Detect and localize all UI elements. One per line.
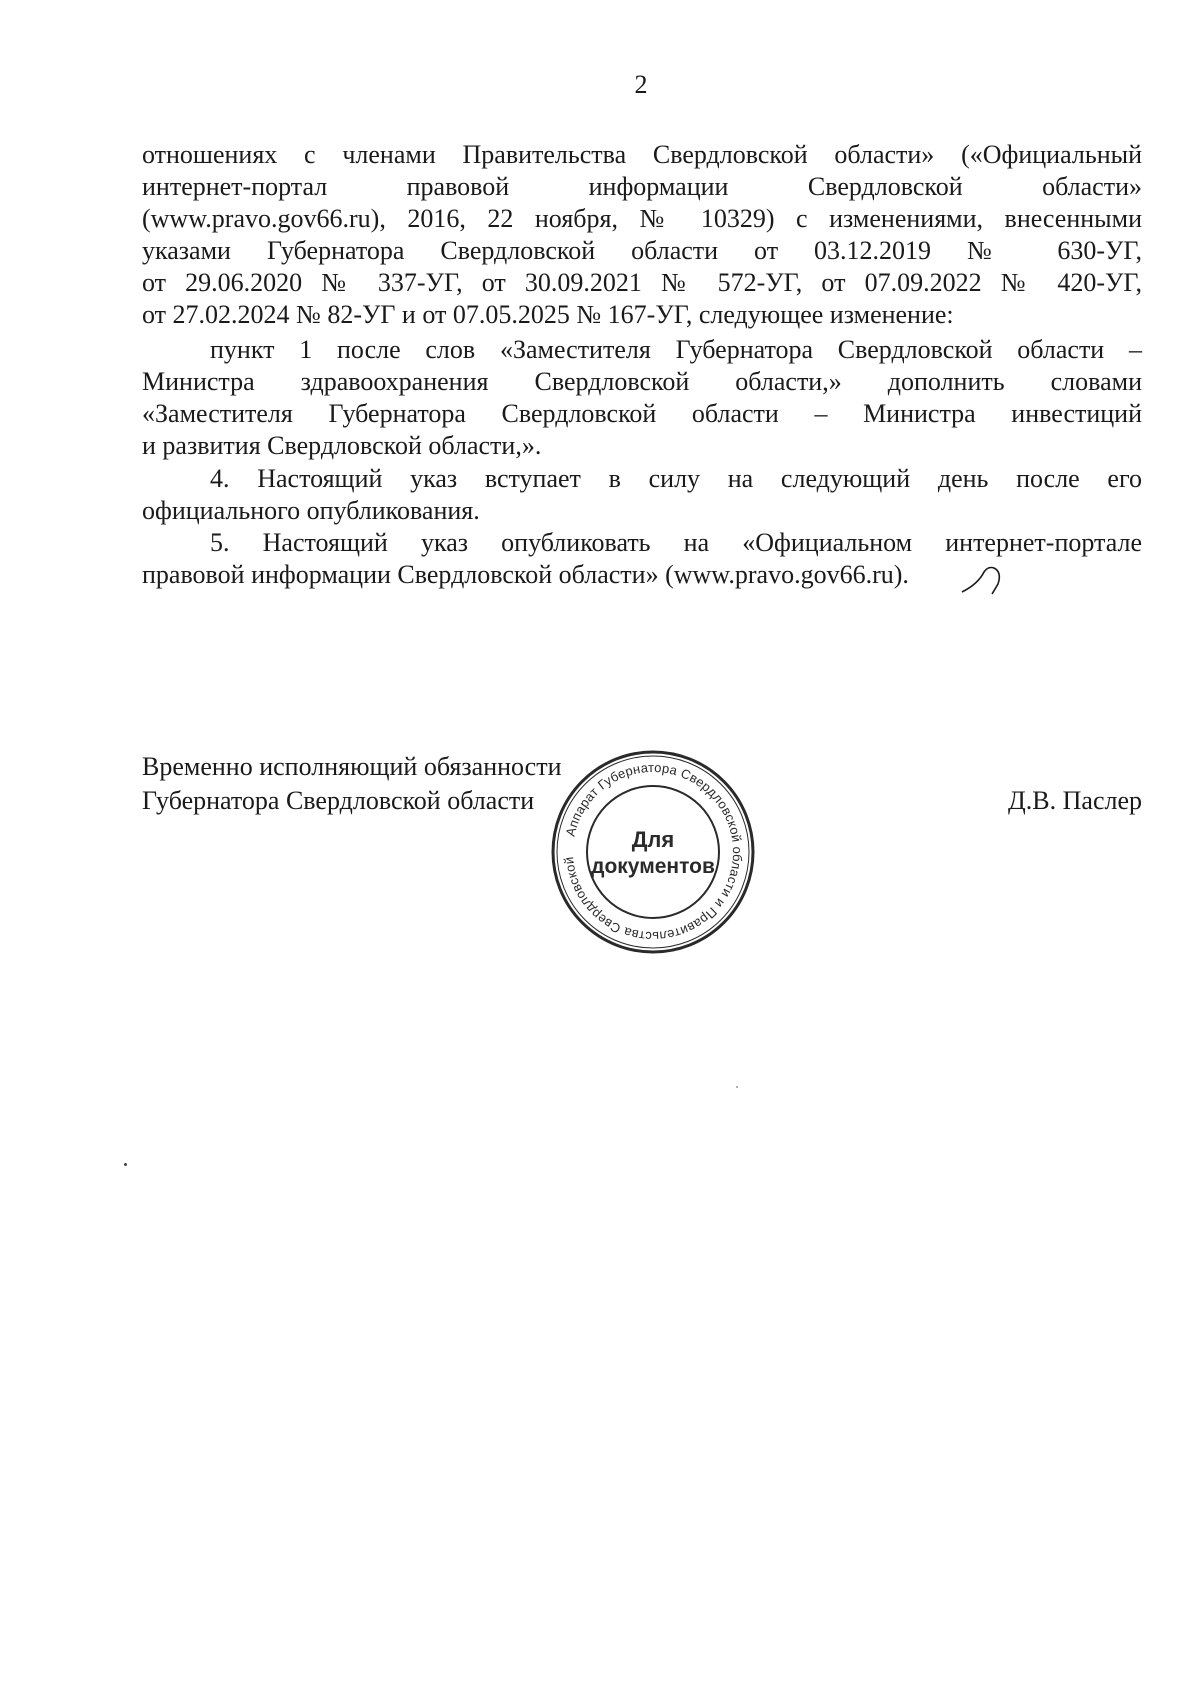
body-line-3: (www.pravo.gov66.ru), 2016, 22 ноября, № 10329) с изменениями, внесенными	[142, 204, 1142, 233]
body-line-6: от 27.02.2024 № 82-УГ и от 07.05.2025 № 167-УГ, следующее изменение:	[142, 300, 954, 329]
body-line-10: и развития Свердловской области,».	[142, 431, 542, 460]
stamp-ring-text: Аппарат Губернатора Свердловской области и Правительства Свердловской области ✱	[542, 735, 746, 945]
page-number: 2	[634, 70, 648, 99]
body-line-14: правовой информации Свердловской области» (www.pravo.gov66.ru).	[142, 560, 909, 589]
body-line-12: официального опубликования.	[142, 496, 480, 525]
stamp-center-line-2: документов	[591, 855, 715, 878]
official-stamp	[542, 735, 758, 957]
scan-speck	[736, 1086, 738, 1088]
body-line-4: указами Губернатора Свердловской области от 03.12.2019 № 630-УГ,	[142, 236, 1142, 265]
stamp-seal-graphic	[542, 735, 758, 957]
signatory-name: Д.В. Паслер	[1008, 786, 1142, 815]
stamp-outer-ring-inner	[557, 756, 749, 948]
body-line-9: «Заместителя Губернатора Свердловской области – Министра инвестиций	[142, 399, 1142, 428]
body-line-1: отношениях с членами Правительства Свердловской области» («Официальный	[142, 140, 1142, 169]
signatory-position	[142, 750, 562, 818]
body-line-11: 4. Настоящий указ вступает в силу на следующий день после его	[210, 464, 1142, 493]
signatory-position-line-1: Временно исполняющий обязанности	[142, 752, 562, 781]
signatory-position-line-2: Губернатора Свердловской области	[142, 786, 535, 815]
body-line-7: пункт 1 после слов «Заместителя Губернатора Свердловской области –	[210, 335, 1142, 364]
stamp-inner-ring	[587, 786, 719, 918]
body-line-5: от 29.06.2020 № 337-УГ, от 30.09.2021 № 572-УГ, от 07.09.2022 № 420-УГ,	[142, 268, 1142, 297]
scan-speck	[124, 1163, 127, 1166]
stamp-outer-ring	[553, 752, 753, 952]
body-line-13: 5. Настоящий указ опубликовать на «Официальном интернет-портале	[210, 528, 1142, 557]
pen-flourish-mark	[958, 562, 1008, 598]
stamp-center-line-1: Для	[631, 827, 675, 852]
body-line-8: Министра здравоохранения Свердловской области,» дополнить словами	[142, 367, 1142, 396]
body-line-2: интернет-портал правовой информации Свердловской области»	[142, 172, 1142, 201]
